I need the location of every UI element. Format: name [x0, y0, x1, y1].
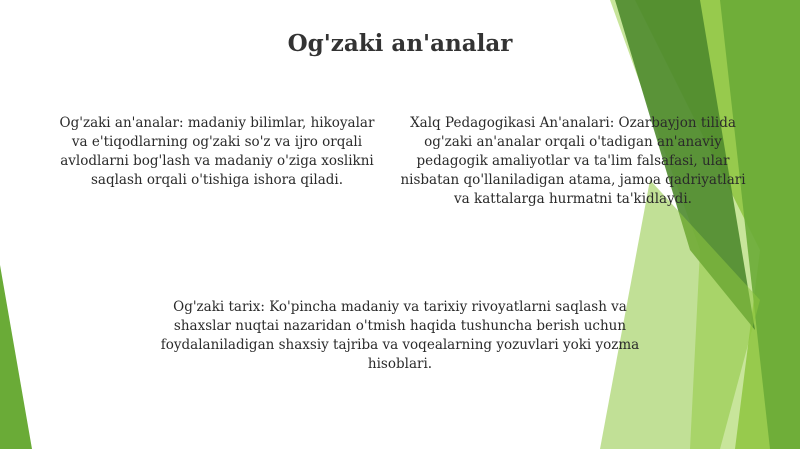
- text-block-oral-traditions: Og'zaki an'analar: madaniy bilimlar, hikoyalar va e'tiqodlarning og'zaki so'z va ijro orqali avlodlarni bog'lash va madaniy o'ziga xoslikni saqlash orqali o'tishiga ishora qiladi.: [59, 115, 375, 188]
- slide-title: Og'zaki an'analar: [287, 30, 513, 57]
- text-block-folk-pedagogy: Xalq Pedagogikasi An'analari: Ozarbayjon tilida og'zaki an'analar orqali o'tadigan an'anaviy pedagogik amaliyotlar va ta'lim falsafasi, ular nisbatan qo'llaniladigan atama, jamoa qadriyatlari va kattalarga hurmatni ta'kidlaydi.: [400, 115, 746, 207]
- text-block-oral-history: Og'zaki tarix: Ko'pincha madaniy va tarixiy rivoyatlarni saqlash va shaxslar nuqtai nazaridan o'tmish haqida tushuncha berish uchun foydalaniladigan shaxsiy tajriba va voqealarning yozuvlari yoki yozma hisoblari.: [160, 299, 640, 372]
- decor-shape-left: [0, 265, 32, 449]
